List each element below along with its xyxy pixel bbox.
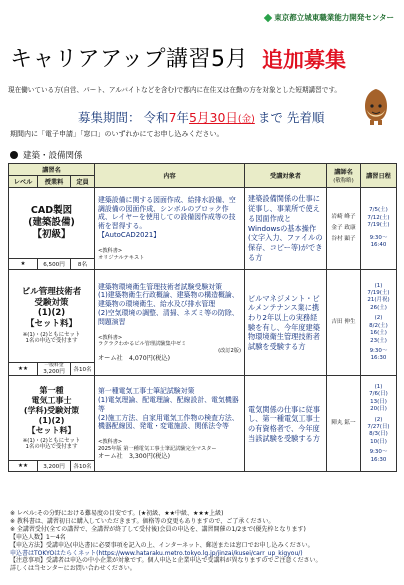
- course-name-note: ※(1)・(2)ともにセット 1名の申込で受付ます: [22, 331, 81, 345]
- schedule-line: 7/5(土): [369, 207, 388, 214]
- lecturer: 岩崎 峰子: [331, 213, 356, 220]
- course-table: [8, 163, 397, 472]
- course-fee-label: 一般料金: [44, 363, 64, 368]
- textbook-price: 3,300円(税込): [128, 452, 171, 460]
- schedule-line: (1): [374, 383, 383, 390]
- header-capacity: 定員: [71, 176, 95, 188]
- course-fee: 6,500円: [38, 259, 71, 270]
- header-content: 内容: [95, 164, 245, 188]
- header-lecturer: [327, 164, 361, 188]
- note-line: ※ 全講習受付(全ての講習で、全講習が終了して受付後)会員の申込を、講習開催の1/2まで(優先枠となります): [10, 525, 306, 533]
- period-era: 令和: [143, 110, 169, 125]
- schedule-line: 21(月祝): [367, 297, 390, 304]
- schedule-line: 8/3(日): [369, 431, 388, 438]
- org-logo-icon: [264, 13, 272, 21]
- course-capacity: 各10名: [71, 363, 95, 376]
- page-title: キャリアアップ講習5月: [10, 47, 248, 72]
- course-content-text: 建築物環境衛生管理技術者試験受験対策 (1)建築物衛生行政概論、建築物の構造概論、建築物の環境衛生、給水及び排水管理 (2)空気環境の調整、清掃、ネズミ等の防除、問題演習: [98, 282, 239, 326]
- note-line: 申込書はTOKYOはたらくネット(https://www.hataraku.metro.tokyo.lg.jp/jinzai/kusei/carr_up_kigyou/): [10, 549, 303, 557]
- period-year: 7: [168, 110, 177, 125]
- schedule-line: 7/6(日): [369, 391, 388, 398]
- course-schedule: [361, 376, 397, 472]
- lecturer: 谷村 顕子: [331, 236, 356, 243]
- course-name-note: ※(1)・(2)ともにセット 1名の申込で受付ます: [22, 437, 81, 451]
- textbook-label: <教科書>: [98, 334, 123, 341]
- textbook-title: 2025年版 第一種電気工事士筆記試験完全マスター: [98, 445, 217, 452]
- schedule-line: (2): [374, 416, 383, 423]
- note-line: 【申込人数】1～4名: [10, 533, 66, 541]
- header-fee: 授業料: [38, 176, 71, 188]
- course-fee: 3,200円: [38, 461, 71, 472]
- schedule-line: 7/19(土): [367, 222, 390, 229]
- note-line: ※ レベル:その分野における難易度の目安です。(★初級、★★中級、★★★上級): [10, 510, 224, 517]
- section-title: 建築・設備関係: [23, 151, 83, 161]
- course-lecturers: [327, 188, 361, 270]
- schedule-line: 23(土): [370, 337, 387, 344]
- note-line: 【注意事項】受講者は申込の中小企業が対象です。個人申込と企業申込で受講料が異なりますのでご注意ください。: [10, 557, 322, 565]
- textbook-company: オーム社: [98, 452, 123, 460]
- schedule-line: 16:30: [370, 355, 387, 362]
- org-name-text: 東京都立城東職業能力開発センター: [274, 13, 394, 22]
- additional-recruitment-label: 追加募集: [262, 48, 346, 72]
- period-year-unit: 年: [176, 110, 190, 125]
- schedule-line: 9:30～: [369, 449, 388, 456]
- schedule-line: 7/27(日): [367, 423, 390, 430]
- header-level: レベル: [9, 176, 38, 188]
- footnotes: [10, 510, 396, 573]
- table-row: [9, 270, 397, 363]
- schedule-line: (1): [374, 282, 383, 289]
- course-name-cell: [9, 376, 95, 461]
- course-level: ★★: [9, 461, 38, 472]
- table-row: [9, 188, 397, 259]
- header-lecturer-label: 講師名: [334, 169, 353, 176]
- course-fee-cell: [38, 363, 71, 376]
- period-month-unit: 月: [196, 110, 210, 125]
- textbook-label: <教科書>: [98, 247, 123, 254]
- schedule-line: 16:40: [370, 242, 387, 249]
- schedule-line: (2): [374, 315, 383, 322]
- textbook: [98, 248, 241, 262]
- note-line: 詳しくは当センターにお問い合わせください。: [10, 565, 136, 573]
- period-weekday: (金): [237, 114, 255, 125]
- textbook-price: 4,070円(税込): [128, 354, 171, 362]
- course-schedule: [361, 188, 397, 270]
- course-content: [95, 188, 245, 270]
- period-label: 募集期間：: [78, 110, 141, 125]
- organization-name: [265, 12, 394, 23]
- period-day-unit: 日: [225, 110, 238, 125]
- lecturer: 金子 政康: [331, 224, 356, 231]
- note-line: ※ 教科書は、講習初日に購入していただきます。価格等の変更もありますので、ご了承ください。: [10, 517, 275, 525]
- course-schedule: [361, 270, 397, 376]
- schedule-line: 13(日): [370, 398, 387, 405]
- course-content-text: 建築設備に関する図面作成、給排水設備、空調設備の図面作成、シンボルのブロック作成、レイヤーを使用しての設備図作成等の技術を習得する。: [98, 195, 236, 231]
- course-content: [95, 376, 245, 472]
- course-requirements: 建築設備関係の仕事に従事し、事業所で使える図面作成とWindowsの基本操作(文字入力、ファイルの保存、コピー等)ができる方: [245, 188, 327, 270]
- course-capacity: 8名: [71, 259, 95, 270]
- schedule-line: 8/2(土): [369, 322, 388, 329]
- bullet-icon: [10, 151, 18, 159]
- course-name-cell: [9, 270, 95, 363]
- course-content-text: 第一種電気工事士筆記試験対策 (1)電気理論、配電理論、配線設計、電気機器等 (2)施工方法、自家用電気工作物の検査方法、機器配線図、発電・変電施設、関係法令等: [98, 387, 239, 431]
- course-name: ビル管理技術者 受験対策 (1)(2) 【セット料】: [21, 287, 82, 329]
- textbook-company: オーム社: [98, 354, 123, 362]
- header-lecturer-sub: (敬称略): [333, 178, 354, 184]
- course-requirements: 電気関係の仕事に従事し、第一種電気工事士の有資格者で、今年度当該試験を受験する方: [245, 376, 327, 472]
- course-level: ★★: [9, 363, 38, 376]
- course-name: CAD製図 (建築設備) 【初級】: [9, 188, 95, 259]
- course-requirements: ビルマネジメント・ビルメンテナンス業に携わり2年以上の実務経験を有し、今年度建築物環境衛生管理技術者試験を受験する方: [245, 270, 327, 376]
- textbook: [98, 439, 241, 461]
- lecturer: 陣丸 鉱一: [331, 420, 356, 427]
- section-heading: [10, 149, 83, 161]
- note-line: 【申込方法】受講申込(申込書)に必要事項を記入の上、インターネット、郵送または窓口でお申し込みください。: [10, 541, 314, 549]
- course-content: [95, 270, 245, 376]
- course-level: ★: [9, 259, 38, 270]
- period-tail: まで 先着順: [257, 110, 325, 125]
- apply-note: 期間内に「電子申請」「窓口」のいずれかにてお申し込みください。: [10, 130, 224, 138]
- schedule-line: 26(土): [370, 304, 387, 311]
- textbook-label: <教科書>: [98, 439, 123, 446]
- period-day: 30: [209, 110, 226, 125]
- textbook: [98, 335, 241, 363]
- schedule-line: 9:30～: [369, 234, 388, 241]
- course-content-tag: 【AutoCAD2021】: [98, 230, 161, 239]
- lecturer: 吉田 伸生: [331, 319, 356, 326]
- course-capacity: 各10名: [71, 461, 95, 472]
- schedule-line: 16(土): [370, 330, 387, 337]
- header-schedule: 講習日程: [361, 164, 397, 188]
- schedule-line: 9:30～: [369, 347, 388, 354]
- course-name: 第一種 電気工事士 (学科)受験対策 (1)(2) 【セット料】: [23, 385, 80, 435]
- course-lecturers: [327, 376, 361, 472]
- schedule-line: 10(日): [370, 438, 387, 445]
- course-lecturers: [327, 270, 361, 376]
- schedule-line: 16:30: [370, 456, 387, 463]
- textbook-edition: (改訂2版): [218, 348, 241, 355]
- schedule-line: 7/19(土): [367, 290, 390, 297]
- course-fee: 3,200円: [43, 368, 65, 375]
- textbook-title: ラクラクわかるビル管理試験集中ゼミ: [98, 341, 187, 348]
- header-course: 講習名: [9, 164, 95, 176]
- lead-text: 現在働いている方(自営、パート、アルバイトなどを含む)で都内に在住又は在勤の方を対象とした短期講習です。: [8, 86, 341, 94]
- header-requirements: 受講対象者: [245, 164, 327, 188]
- schedule-line: 20(日): [370, 406, 387, 413]
- recruitment-period: [78, 108, 324, 126]
- textbook-title: オリジナルテキスト: [98, 254, 145, 261]
- table-row: [9, 376, 397, 461]
- schedule-line: 7/12(土): [367, 214, 390, 221]
- period-month: 5: [189, 110, 197, 125]
